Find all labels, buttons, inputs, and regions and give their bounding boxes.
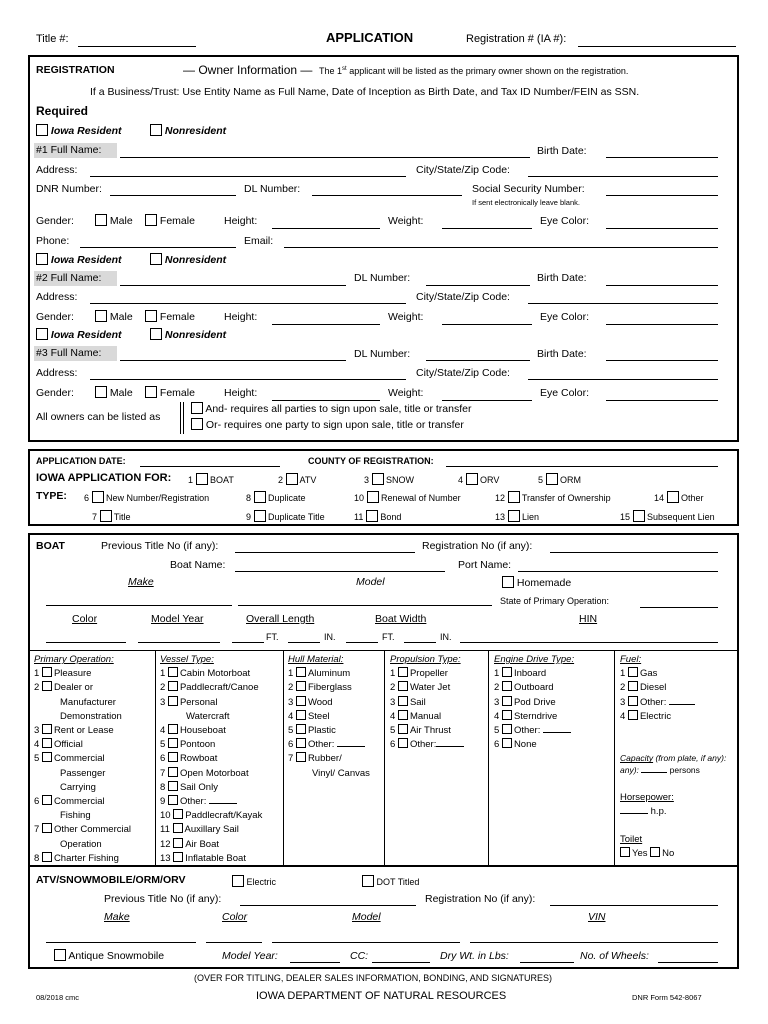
vessel-type-title: Vessel Type: [160,654,214,665]
pleasure-checkbox[interactable] [42,667,52,677]
owner1-city-label: City/State/Zip Code: [416,164,510,176]
owner3-address-label: Address: [36,367,78,379]
air-boat-checkbox[interactable] [173,838,183,848]
boat-name-field[interactable] [235,571,445,572]
transfer-checkbox[interactable] [508,491,520,503]
boat-reg-no-field[interactable] [550,552,718,553]
owner1-email-field[interactable] [284,247,718,248]
type-duplicate-title: 9 Duplicate Title [246,512,325,522]
hull-other-checkbox[interactable] [296,738,306,748]
owner1-weight-label: Weight: [388,215,424,227]
engine-drive-title: Engine Drive Type: [494,654,575,665]
all-owners-label: All owners can be listed as [36,411,161,423]
or-ownership-checkbox[interactable] [191,418,203,430]
owner1-phone-label: Phone: [36,235,70,247]
or-option-label: Or- requires one party to sign upon sale, title or transfer [205,419,464,431]
diesel-checkbox[interactable] [628,681,638,691]
owner3-address-field[interactable] [90,379,406,380]
commercial-fishing-checkbox[interactable] [42,795,52,805]
rowboat-checkbox[interactable] [168,752,178,762]
atv-wheels-field[interactable] [658,962,718,963]
type-duplicate: 8 Duplicate [246,493,306,503]
owner1-weight-field[interactable] [442,228,532,229]
over-note: (OVER FOR TITLING, DEALER SALES INFORMATION, BONDING, AND SIGNATURES) [194,973,553,983]
rent-lease-checkbox[interactable] [42,724,52,734]
commercial-passenger-checkbox[interactable] [42,752,52,762]
owner3-gender-label: Gender: [36,387,74,399]
iowa-resident-label: Iowa Resident [50,254,122,266]
and-ownership-checkbox[interactable] [191,402,203,414]
capacity-label: Capacity [620,753,654,764]
fiberglass-checkbox[interactable] [296,681,306,691]
owner2-male-checkbox[interactable] [95,310,107,322]
engine-other-checkbox[interactable] [502,724,512,734]
steel-checkbox[interactable] [296,710,306,720]
owner2-weight-field[interactable] [442,324,532,325]
atv-wheels-label: No. of Wheels: [580,950,649,962]
owner2-city-field[interactable] [528,303,718,304]
owner2-female-checkbox[interactable] [145,310,157,322]
atv-model-year-field[interactable] [290,962,340,963]
type-other: 14 Other [654,493,704,503]
type-lien: 13 Lien [495,512,540,522]
county-field[interactable] [446,466,718,467]
cabin-motorboat-checkbox[interactable] [168,667,178,677]
owner3-dl-label: DL Number: [354,348,411,360]
overall-length-label: Overall Length [246,613,315,625]
atv-checkbox[interactable] [286,473,298,485]
iowa-resident-label: Iowa Resident [50,125,122,137]
rubber-vinyl-checkbox[interactable] [296,752,306,762]
atv-reg-no-field[interactable] [550,905,718,906]
owner3-city-label: City/State/Zip Code: [416,367,510,379]
owner1-city-field[interactable] [528,176,718,177]
owner1-nonresident-checkbox[interactable] [150,124,162,136]
title-number-field[interactable] [78,46,196,47]
sterndrive-checkbox[interactable] [502,710,512,720]
boat-make-label: Make [128,576,154,588]
orm-checkbox[interactable] [546,473,558,485]
atv-vin-label: VIN [588,911,606,923]
owner2-height-label: Height: [224,311,258,323]
horsepower-label: Horsepower: [620,791,674,803]
title-checkbox[interactable] [100,510,112,522]
owner2-dl-field[interactable] [426,285,530,286]
outboard-checkbox[interactable] [502,681,512,691]
state-primary-label: State of Primary Operation: [500,596,610,606]
business-note: If a Business/Trust: Use Entity Name as Full Name, Date of Inception as Birth Date, and Tax ID Number/FEIN as SSN. [90,86,640,98]
atv-reg-no-label: Registration No (if any): [425,893,536,905]
owner2-eye-color-field[interactable] [606,324,718,325]
capacity-field[interactable] [641,772,667,773]
owner3-weight-label: Weight: [388,387,424,399]
owner2-iowa-resident-checkbox[interactable] [36,253,48,265]
atv-cc-label: CC: [350,950,369,962]
open-motorboat-checkbox[interactable] [168,767,178,777]
owner2-height-field[interactable] [272,324,380,325]
owner1-eye-color-field[interactable] [606,228,718,229]
atv-heading: ATV/SNOWMOBILE/ORM/ORV [36,874,186,886]
owner3-city-field[interactable] [528,379,718,380]
wood-checkbox[interactable] [296,696,306,706]
boat-model-year-field[interactable] [138,642,220,643]
department-name: IOWA DEPARTMENT OF NATURAL RESOURCES [256,990,507,1002]
atv-model-year-label: Model Year: [222,950,278,962]
male-label: Male [109,311,133,323]
owner3-eye-color-field[interactable] [606,400,718,401]
gas-checkbox[interactable] [628,667,638,677]
type-transfer: 12 Transfer of Ownership [495,493,611,503]
water-jet-checkbox[interactable] [398,681,408,691]
antique-snowmobile-checkbox[interactable] [54,949,66,961]
length-in-field[interactable] [288,642,320,643]
engine-drive-column: Engine Drive Type: 1 Inboard 2 Outboard 3 Pod Drive 4 Sterndrive 5 Other: 6 None [494,654,575,751]
owner2-weight-label: Weight: [388,311,424,323]
vessel-type-column: Vessel Type: 1 Cabin Motorboat 2 Paddlecraft/Canoe 3 Personal Watercraft 4 Houseboat 5 Pontoon 6 Rowboat 7 Open Motorboat 8 Sail Only 9 Other: 10 Paddlecraft/Kayak 11 Auxillary Sail 12 Air Boat 13 Inflatable Boat [160,654,263,864]
atv-model-label: Model [352,911,381,923]
inflatable-boat-checkbox[interactable] [173,852,183,862]
owner2-gender-label: Gender: [36,311,74,323]
owner2-address-label: Address: [36,291,78,303]
boat-checkbox[interactable] [196,473,208,485]
type-label: TYPE: [36,490,67,502]
owner2-address-field[interactable] [90,303,406,304]
atv-color-field[interactable] [206,942,262,943]
required-heading: Required [36,104,89,118]
boat-prev-title-field[interactable] [235,552,415,553]
boat-reg-no-label: Registration No (if any): [422,540,533,552]
owner3-weight-field[interactable] [442,400,532,401]
boat-color-field[interactable] [46,642,126,643]
width-in-label: IN. [440,632,452,642]
form-title: APPLICATION [326,30,414,45]
plastic-checkbox[interactable] [296,724,306,734]
atv-prev-title-field[interactable] [240,905,416,906]
type-renewal: 10 Renewal of Number [354,493,461,503]
atv-make-label: Make [104,911,130,923]
boat-attributes-table [30,650,737,867]
dealer-checkbox[interactable] [42,681,52,691]
boat-model-label: Model [356,576,385,588]
owner2-nonresident-checkbox[interactable] [150,253,162,265]
bracket-divider [180,402,184,434]
paddlecraft-canoe-checkbox[interactable] [168,681,178,691]
sail-only-checkbox[interactable] [168,781,178,791]
nonresident-label: Nonresident [164,329,227,341]
female-label: Female [159,387,195,399]
owner1-female-checkbox[interactable] [145,214,157,226]
toilet-yes-checkbox[interactable] [620,847,630,857]
length-ft-label: FT. [266,632,279,642]
owner1-birth-date-field[interactable] [606,157,718,158]
owner3-birth-date-field[interactable] [606,360,718,361]
aluminum-checkbox[interactable] [296,667,306,677]
owner1-dnr-field[interactable] [110,195,236,196]
owner1-male-checkbox[interactable] [95,214,107,226]
registration-number-field[interactable] [578,46,736,47]
owner3-height-label: Height: [224,387,258,399]
boat-name-label: Boat Name: [170,559,226,571]
boat-color-label: Color [72,613,98,625]
date-code: 08/2018 cmc [36,993,79,1002]
owner2-full-name-field[interactable] [120,285,346,286]
type-title: 7 Title [92,512,131,522]
inboard-checkbox[interactable] [502,667,512,677]
owner1-ssn-label: Social Security Number: [472,183,585,195]
hull-material-title: Hull Material: [288,654,344,665]
fuel-other-checkbox[interactable] [628,696,638,706]
subsequent-lien-checkbox[interactable] [633,510,645,522]
owner3-eye-color-label: Eye Color: [540,387,590,399]
propulsion-type-column: Propulsion Type: 1 Propeller 2 Water Jet 3 Sail 4 Manual 5 Air Thrust 6 Other: [390,653,464,752]
owner1-address-field[interactable] [90,176,406,177]
registration-heading: REGISTRATION [36,64,115,76]
female-label: Female [159,311,195,323]
none-checkbox[interactable] [502,738,512,748]
iowa-application-for-label: IOWA APPLICATION FOR: [36,472,172,484]
boat-width-label: Boat Width [375,613,427,625]
toilet-label: Toilet [620,834,643,846]
lien-checkbox[interactable] [508,510,520,522]
boat-model-year-label: Model Year [151,613,204,625]
owner1-full-name-label: #1 Full Name: [34,143,117,158]
electric-label: Electric [246,877,277,887]
length-in-label: IN. [324,632,336,642]
bond-checkbox[interactable] [366,510,378,522]
port-name-field[interactable] [518,571,718,572]
fuel-column: Fuel: 1 Gas 2 Diesel 3 Other: 4 Electric Capacity (from plate, if any): any): persons Horsepower: h.p. Toilet Yes No [620,654,727,860]
toilet-no-checkbox[interactable] [650,847,660,857]
width-ft-label: FT. [382,632,395,642]
atv-electric-checkbox[interactable] [232,875,244,887]
fuel-title: Fuel: [620,654,642,665]
owner1-gender-label: Gender: [36,215,74,227]
boat-make-field[interactable] [46,605,232,606]
registration-section [28,55,739,442]
snow-checkbox[interactable] [372,473,384,485]
nonresident-label: Nonresident [164,125,227,137]
owner-note: The 1st applicant will be listed as the primary owner shown on the registration. [319,66,629,76]
owner2-dl-label: DL Number: [354,272,411,284]
owner3-birth-date-label: Birth Date: [537,348,587,360]
atv-model-field[interactable] [272,942,460,943]
owner3-full-name-label: #3 Full Name: [34,346,117,361]
female-label: Female [159,215,195,227]
owner1-height-label: Height: [224,215,258,227]
owner3-height-field[interactable] [272,400,380,401]
atv-dry-weight-label: Dry Wt. in Lbs: [440,950,509,962]
registration-number-label: Registration # (IA #): [466,33,567,45]
ssn-note: If sent electronically leave blank. [472,198,580,207]
type-bond: 11 Bond [354,512,402,522]
length-ft-field[interactable] [232,642,264,643]
type-orv: 4 ORV [458,475,500,485]
duplicate-checkbox[interactable] [254,491,266,503]
owner1-full-name-field[interactable] [120,157,530,158]
type-orm: 5 ORM [538,475,582,485]
atv-prev-title-label: Previous Title No (if any): [104,893,222,905]
owner2-birth-date-label: Birth Date: [537,272,587,284]
personal-watercraft-checkbox[interactable] [168,696,178,706]
renewal-checkbox[interactable] [367,491,379,503]
dot-titled-label: DOT Titled [376,877,420,887]
atv-color-label: Color [222,911,248,923]
vessel-other-checkbox[interactable] [168,795,178,805]
new-number-checkbox[interactable] [92,491,104,503]
county-label: COUNTY OF REGISTRATION: [308,456,434,466]
auxillary-sail-checkbox[interactable] [173,823,183,833]
horsepower-field[interactable] [620,813,648,814]
type-atv: 2 ATV [278,475,317,485]
state-primary-field[interactable] [640,607,718,608]
owner3-dl-field[interactable] [426,360,530,361]
male-label: Male [109,215,133,227]
sail-checkbox[interactable] [398,696,408,706]
owner3-nonresident-checkbox[interactable] [150,328,162,340]
type-boat: 1 BOAT [188,475,234,485]
form-number: DNR Form 542-8067 [632,993,702,1002]
pontoon-checkbox[interactable] [168,738,178,748]
owner1-address-label: Address: [36,164,78,176]
owner1-dl-label: DL Number: [244,183,301,195]
port-name-label: Port Name: [458,559,512,571]
owner1-iowa-resident-checkbox[interactable] [36,124,48,136]
application-date-label: APPLICATION DATE: [36,456,126,466]
homemade-checkbox[interactable] [502,576,514,588]
primary-operation-title: Primary Operation: [34,654,114,665]
owner3-iowa-resident-checkbox[interactable] [36,328,48,340]
and-option-label: And- requires all parties to sign upon sale, title or transfer [205,403,472,415]
paddlecraft-kayak-checkbox[interactable] [173,809,183,819]
homemade-label: Homemade [516,577,572,589]
owner2-birth-date-field[interactable] [606,285,718,286]
duplicate-title-checkbox[interactable] [254,510,266,522]
male-label: Male [109,387,133,399]
application-date-field[interactable] [140,466,280,467]
atv-cc-field[interactable] [372,962,430,963]
width-in-field[interactable] [404,642,436,643]
nonresident-label: Nonresident [164,254,227,266]
hull-material-column: Hull Material: 1 Aluminum 2 Fiberglass 3 Wood 4 Steel 5 Plastic 6 Other: 7 Rubber/ Vinyl/ Canvas [288,654,370,779]
iowa-resident-label: Iowa Resident [50,329,122,341]
electric-fuel-checkbox[interactable] [628,710,638,720]
owner3-male-checkbox[interactable] [95,386,107,398]
hin-label: HIN [579,613,598,625]
title-number-label: Title #: [36,33,69,45]
antique-snowmobile-label: Antique Snowmobile [68,950,165,962]
official-checkbox[interactable] [42,738,52,748]
owner3-full-name-field[interactable] [120,360,346,361]
houseboat-checkbox[interactable] [168,724,178,734]
boat-model-field[interactable] [238,605,492,606]
width-ft-field[interactable] [346,642,378,643]
type-snow: 3 SNOW [364,475,415,485]
owner1-dnr-label: DNR Number: [36,183,102,195]
type-subsequent-lien: 15 Subsequent Lien [620,512,715,522]
owner1-ssn-field[interactable] [606,195,718,196]
hin-field[interactable] [460,642,718,643]
atv-vin-field[interactable] [470,942,718,943]
atv-make-field[interactable] [46,942,196,943]
pod-drive-checkbox[interactable] [502,696,512,706]
owner1-phone-field[interactable] [80,247,236,248]
other-commercial-checkbox[interactable] [42,823,52,833]
air-thrust-checkbox[interactable] [398,724,408,734]
owner2-city-label: City/State/Zip Code: [416,291,510,303]
orv-checkbox[interactable] [466,473,478,485]
owner-info-heading: — Owner Information — [183,63,313,77]
owner1-birth-date-label: Birth Date: [537,145,587,157]
primary-operation-column: Primary Operation: 1 Pleasure 2 Dealer or Manufacturer Demonstration 3 Rent or Lease 4 Official 5 Commercial Passenger Carrying 6 Commercial Fishing 7 Other Commercial Operation 8 Charter Fishing [34,654,132,864]
charter-fishing-checkbox[interactable] [42,852,52,862]
other-type-checkbox[interactable] [667,491,679,503]
dot-titled-checkbox[interactable] [362,875,374,887]
propulsion-other-checkbox[interactable] [398,738,408,748]
atv-dry-weight-field[interactable] [520,962,574,963]
propulsion-type-title: Propulsion Type: [390,654,461,665]
owner1-dl-field[interactable] [312,195,462,196]
boat-heading: BOAT [36,540,65,552]
owner2-eye-color-label: Eye Color: [540,311,590,323]
owner1-eye-color-label: Eye Color: [540,215,590,227]
boat-prev-title-label: Previous Title No (if any): [101,540,219,552]
owner3-female-checkbox[interactable] [145,386,157,398]
propeller-checkbox[interactable] [398,667,408,677]
owner1-email-label: Email: [244,235,274,247]
owner2-full-name-label: #2 Full Name: [34,271,117,286]
owner1-height-field[interactable] [272,228,380,229]
type-new-number: 6 New Number/Registration [84,493,210,503]
manual-checkbox[interactable] [398,710,408,720]
